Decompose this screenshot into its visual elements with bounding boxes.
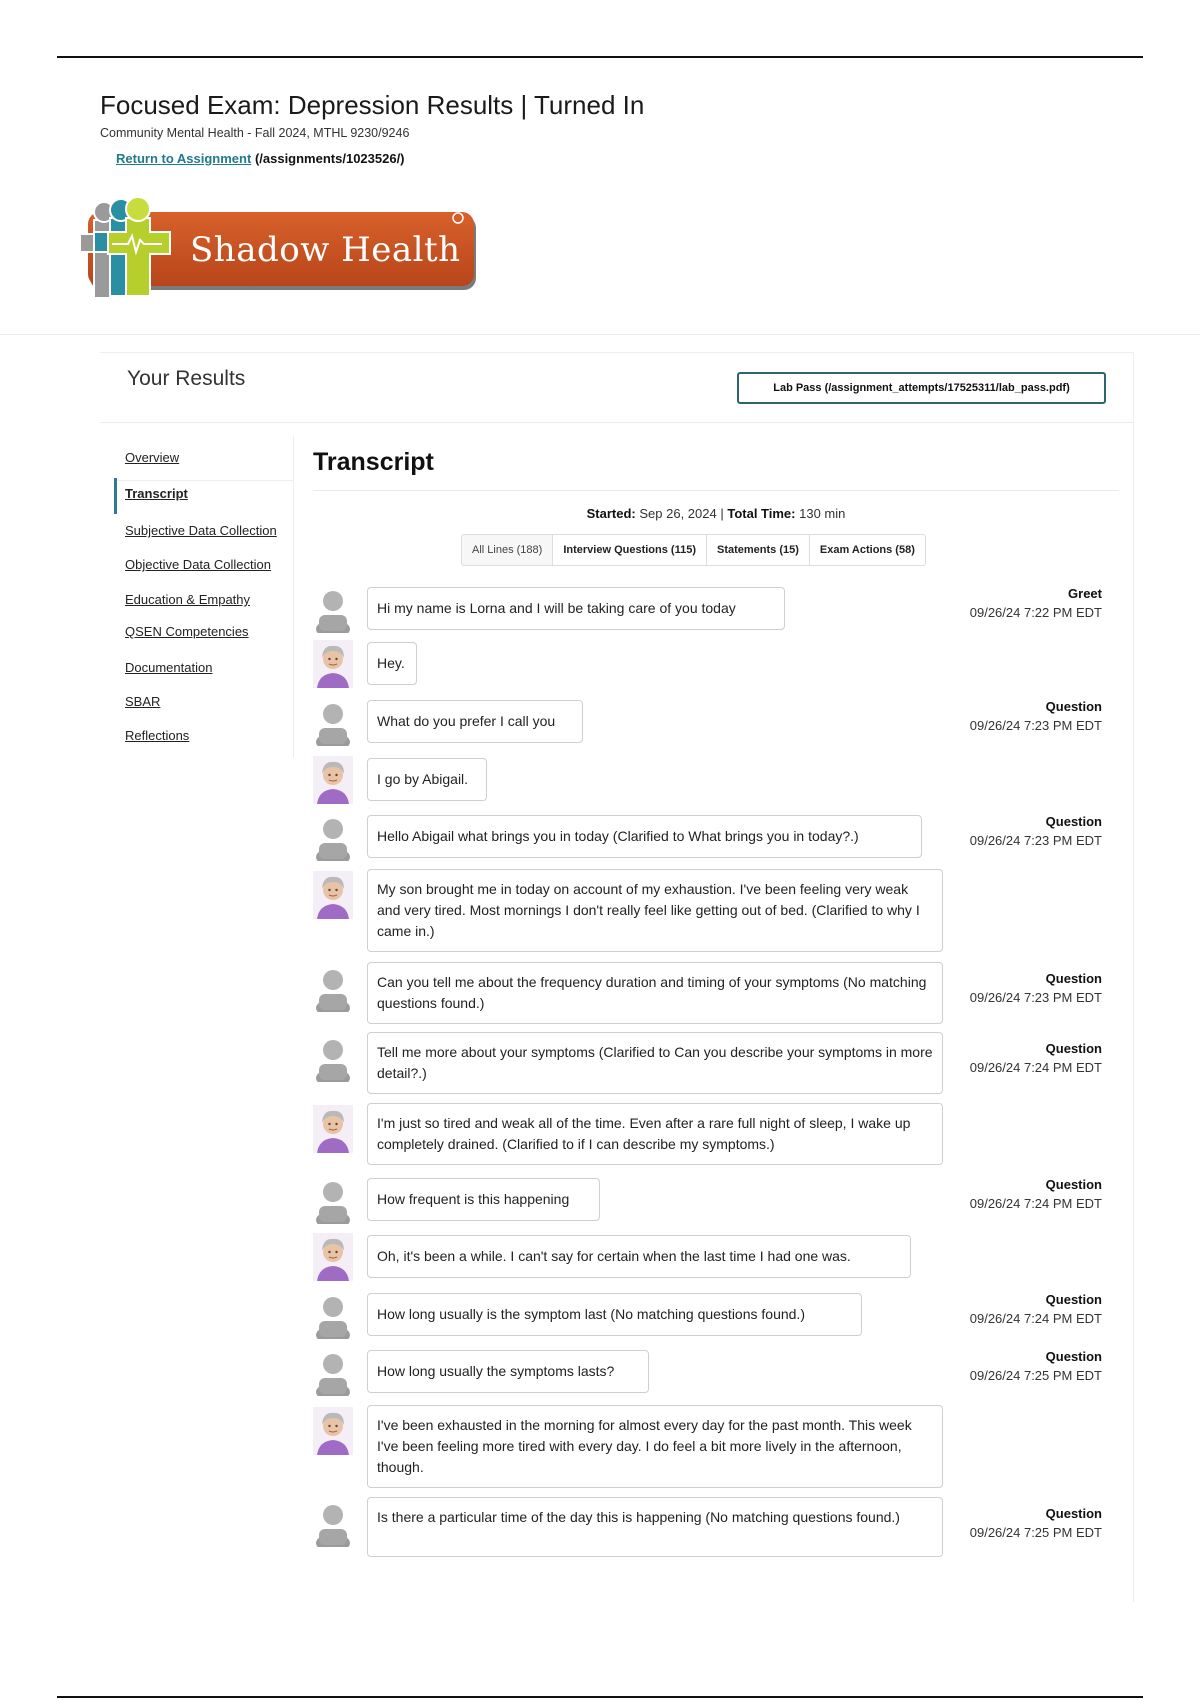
tab-all-lines[interactable]: All Lines (188) [461,534,553,566]
message-timestamp: 09/26/24 7:23 PM EDT [969,718,1102,733]
transcript-summary: Started: Sep 26, 2024 | Total Time: 130 min [586,506,846,521]
message-timestamp: 09/26/24 7:25 PM EDT [969,1525,1102,1540]
return-path: (/assignments/1023526/) [254,151,405,166]
message-meta [970,970,1102,1008]
student-avatar [313,964,353,1012]
message-timestamp: 09/26/24 7:24 PM EDT [969,1060,1102,1075]
student-avatar [313,1034,353,1082]
top-rule [57,56,1143,58]
started-value: Sep 26, 2024 [639,506,717,521]
message-type-label: Greet [1068,586,1102,601]
logo-text: Shadow Health [190,230,461,270]
your-results-title: Your Results [127,367,246,390]
patient-message: I'm just so tired and weak all of the time. Even after a rare full night of sleep, I wake up completely drained. (Clarified to if I can describe my symptoms.) [367,1103,943,1165]
message-type-label: Question [1045,1506,1102,1521]
nav-item-objective-data[interactable]: Objective Data Collection [125,557,271,572]
total-time-value: 130 min [799,506,846,521]
lab-pass-button[interactable]: Lab Pass (/assignment_attempts/17525311/lab_pass.pdf) [737,372,1106,404]
message-type-label: Question [1045,1041,1102,1056]
transcript-title: Transcript [313,448,434,476]
patient-avatar [313,1105,353,1153]
student-message: Can you tell me about the frequency duration and timing of your symptoms (No matching questions found.) [367,962,943,1024]
message-type-label: Question [1045,1177,1102,1192]
tab-exam-actions[interactable]: Exam Actions (58) [810,534,926,566]
patient-avatar [313,640,353,688]
course-subtitle: Community Mental Health - Fall 2024, MTHL 9230/9246 [100,126,410,140]
patient-message: Oh, it's been a while. I can't say for certain when the last time I had one was. [367,1235,911,1278]
message-type-label: Question [1045,699,1102,714]
student-message: How long usually the symptoms lasts? [367,1350,649,1393]
message-timestamp: 09/26/24 7:24 PM EDT [969,1196,1102,1211]
message-meta [970,585,1102,623]
message-meta [970,1040,1102,1078]
student-avatar [313,698,353,746]
header-separator [0,334,1200,335]
patient-message: I go by Abigail. [367,758,487,801]
message-timestamp: 09/26/24 7:23 PM EDT [969,833,1102,848]
nav-divider [117,480,293,481]
message-meta [970,1291,1102,1329]
results-separator [100,422,1134,423]
nav-item-qsen[interactable]: QSEN Competencies [125,624,249,639]
student-message: How long usually is the symptom last (No matching questions found.) [367,1293,862,1336]
total-time-label: Total Time: [727,506,796,521]
nav-item-sbar[interactable]: SBAR [125,694,161,709]
return-to-assignment-link[interactable]: Return to Assignment [116,151,252,166]
student-avatar [313,1499,353,1547]
patient-avatar [313,871,353,919]
started-label: Started: [586,506,636,521]
patient-message: My son brought me in today on account of my exhaustion. I've been feeling very weak and very tired. Most mornings I don't really feel like getting out of bed. (Clarified to why I came in.) [367,869,943,952]
message-meta [970,1505,1102,1543]
message-timestamp: 09/26/24 7:23 PM EDT [969,990,1102,1005]
patient-avatar [313,1233,353,1281]
message-meta [970,813,1102,851]
nav-item-overview[interactable]: Overview [125,450,180,465]
message-meta [970,1348,1102,1386]
student-message: Is there a particular time of the day this is happening (No matching questions found.) [367,1497,943,1557]
student-message: Tell me more about your symptoms (Clarified to Can you describe your symptoms in more detail?.) [367,1032,943,1094]
message-timestamp: 09/26/24 7:24 PM EDT [969,1311,1102,1326]
message-type-label: Question [1045,1292,1102,1307]
message-timestamp: 09/26/24 7:25 PM EDT [969,1368,1102,1383]
message-type-label: Question [1045,1349,1102,1364]
nav-item-reflections[interactable]: Reflections [125,728,190,743]
nav-item-education-empathy[interactable]: Education & Empathy [125,592,251,607]
patient-message: Hey. [367,642,417,685]
nav-item-transcript[interactable]: Transcript [125,486,188,501]
student-avatar [313,1176,353,1224]
patient-avatar [313,1407,353,1455]
page-title: Focused Exam: Depression Results | Turned In [100,90,645,120]
return-line [116,151,405,166]
message-meta [970,1176,1102,1214]
patient-avatar [313,756,353,804]
student-avatar [313,1348,353,1396]
student-avatar [313,585,353,633]
tab-statements[interactable]: Statements (15) [707,534,810,566]
student-message: What do you prefer I call you [367,700,583,743]
nav-active-indicator [114,478,117,514]
tab-interview-questions[interactable]: Interview Questions (115) [553,534,707,566]
student-message: Hello Abigail what brings you in today (Clarified to What brings you in today?.) [367,815,922,858]
message-type-label: Question [1045,971,1102,986]
bottom-rule [57,1696,1143,1698]
student-message: Hi my name is Lorna and I will be taking care of you today [367,587,785,630]
nav-item-subjective-data[interactable]: Subjective Data Collection [125,523,277,538]
student-message: How frequent is this happening [367,1178,600,1221]
transcript-filter-tabs [461,534,926,566]
message-timestamp: 09/26/24 7:22 PM EDT [969,605,1102,620]
transcript-separator [313,490,1119,491]
nav-item-documentation[interactable]: Documentation [125,660,213,675]
message-type-label: Question [1045,814,1102,829]
student-avatar [313,1291,353,1339]
student-avatar [313,813,353,861]
message-meta [970,698,1102,736]
patient-message: I've been exhausted in the morning for almost every day for the past month. This week I've been feeling more tired with every day. I do feel a bit more lively in the afternoon, though. [367,1405,943,1488]
